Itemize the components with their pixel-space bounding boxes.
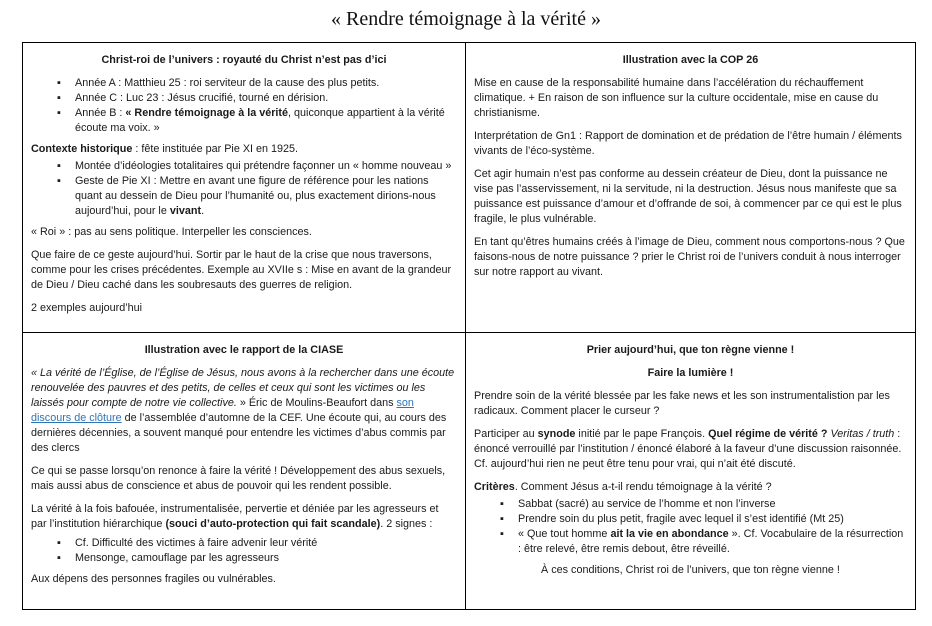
paragraph xyxy=(31,366,457,456)
paragraph: Aux dépens des personnes fragiles ou vulnérables. xyxy=(31,573,276,585)
list-item: ▪ Sabbat (sacré) au service de l’homme et non l’inverse xyxy=(518,497,907,512)
text: Participer au xyxy=(474,428,538,440)
text-bold: synode xyxy=(537,428,576,440)
paragraph: Prendre soin de la vérité blessée par les fake news et les son instrumentalistion par les radicaux. Comment placer le curseur ? xyxy=(474,390,890,417)
list-item xyxy=(75,174,457,219)
paragraph: Que faire de ce geste aujourd’hui. Sortir par le haut de la crise que nous traversons, comme pour les crises précédentes. Exemple au XVIIe s : Mise en avant de la grandeur de Dieu / Dieu caché dans les soubresauts des guerres de religion. xyxy=(31,249,452,291)
paragraph xyxy=(474,427,907,472)
text: ». Cf. Vocabulaire de la résurrection : être relevé, être remis debout, être réveillé. xyxy=(518,528,904,555)
list-item: ▪ Année C : Luc 23 : Jésus crucifié, tourné en dérision. xyxy=(75,91,457,106)
text-bold: vivant xyxy=(169,205,202,217)
cell-cop26 xyxy=(466,43,915,332)
paragraph: 2 exemples aujourd’hui xyxy=(31,302,143,314)
cell-ciase xyxy=(23,333,465,609)
list-item: ▪ Année A : Matthieu 25 : roi serviteur de la cause des plus petits. xyxy=(75,76,457,91)
page-title: « Rendre témoignage à la vérité » xyxy=(331,8,601,30)
list-item: ▪ Mensonge, camouflage par les agresseurs xyxy=(75,551,457,566)
cell-subheading: Faire la lumière ! xyxy=(647,367,734,379)
paragraph xyxy=(31,502,457,532)
paragraph: Interprétation de Gn1 : Rapport de domination et de prédation de l’être humain / éléments vivants de l’éco-système. xyxy=(474,130,902,157)
cell-prier xyxy=(466,333,915,609)
paragraph: En tant qu’êtres humains créés à l’image de Dieu, comment nous comportons-nous ? Que faisons-nous de notre puissance ? prier le Christ roi de l’univers conduit à nous interroger sur notre rapport au vivant. xyxy=(474,236,905,278)
text: . 2 signes : xyxy=(380,518,433,530)
text-bold: Critères xyxy=(474,481,515,493)
text: initié par le pape François. xyxy=(575,428,709,440)
paragraph: Cet agir humain n’est pas conforme au dessein créateur de Dieu, dont la puissance ne vise pas l’asservissement, ni la servitude, ni la destruction. Jésus nous manifeste que sa puissance est puissance d’amour et d’offrande de soi, à commencer par ce qui est le plus fragile, le plus vulnérable. xyxy=(474,168,902,225)
list-item: ▪ Cf. Difficulté des victimes à faire advenir leur vérité xyxy=(75,536,457,551)
discours-link[interactable]: son discours de clôture xyxy=(31,397,414,424)
text: , quiconque appartient à la vérité écoute ma voix. » xyxy=(75,107,445,134)
text: de l’assemblée d’automne de la CEF. Une écoute qui, au cours des dernières décennies, a souvent manqué pour entendre les victimes d’abus commis par des clercs xyxy=(31,412,447,454)
years-list xyxy=(31,76,457,136)
cell-heading: Illustration avec la COP 26 xyxy=(622,54,759,66)
content-table xyxy=(22,42,916,610)
text-bold: « Rendre témoignage à la vérité xyxy=(125,107,289,119)
list-item: ▪ Prendre soin du plus petit, fragile avec lequel il s’est identifié (Mt 25) xyxy=(518,512,907,527)
closing-line: À ces conditions, Christ roi de l’univers, que ton règne vienne ! xyxy=(541,564,840,576)
text: . xyxy=(201,205,205,217)
list-item xyxy=(75,106,457,136)
text: « Que tout homme xyxy=(518,528,611,540)
paragraph xyxy=(31,142,457,157)
text-bold: Quel régime de vérité ? xyxy=(708,428,828,440)
paragraph: « Roi » : pas au sens politique. Interpeller les consciences. xyxy=(31,226,312,238)
text: Geste de Pie XI : Mettre en avant une figure de référence pour les nations quant au dessein de Dieu pour l’humanité ou, plus exactement dirions-nous aujourd’hui, pour le xyxy=(75,175,436,217)
list-item xyxy=(518,527,907,557)
text-bold: (souci d’auto-protection qui fait scandale) xyxy=(165,518,381,530)
signs-list xyxy=(31,536,457,566)
paragraph xyxy=(474,480,907,495)
list-item: ▪ Montée d’idéologies totalitaires qui prétendre façonner un « homme nouveau » xyxy=(75,159,457,174)
text: : énoncé verrouillé par l’institution / énoncé élaboré à la faveur d’une discussion raisonnée. Cf. aujourd’hui rien ne peut être tenu pour vrai, qui n’ait été discuté. xyxy=(474,428,902,470)
paragraph: Ce qui se passe lorsqu’on renonce à faire la vérité ! Développement des abus sexuels, mais aussi abus de conscience et abus de pouvoir qui les rendent possible. xyxy=(31,465,446,492)
cell-heading: Illustration avec le rapport de la CIASE xyxy=(144,344,344,356)
text: Année B : xyxy=(75,107,126,119)
text: » Éric de Moulins-Beaufort dans xyxy=(236,397,397,409)
text: La vérité à la fois bafouée, instrumentalisée, pervertie et déniée par les agresseurs et par l’institution hiérarchique xyxy=(31,503,439,530)
paragraph: Mise en cause de la responsabilité humaine dans l’accélération du réchauffement climatique. + En raison de son influence sur la culture occidentale, mise en cause du christianisme. xyxy=(474,77,879,119)
cell-heading: Christ-roi de l’univers : royauté du Christ n’est pas d’ici xyxy=(101,54,387,66)
text: : fête instituée par Pie XI en 1925. xyxy=(132,143,299,155)
cell-christ-roi xyxy=(23,43,465,332)
cell-heading: Prier aujourd’hui, que ton règne vienne ! xyxy=(586,344,795,356)
text: . Comment Jésus a-t-il rendu témoignage à la vérité ? xyxy=(514,481,772,493)
text-bold: Contexte historique xyxy=(31,143,133,155)
text-bold: ait la vie en abondance xyxy=(610,528,729,540)
context-list xyxy=(31,159,457,219)
criteria-list xyxy=(474,497,907,557)
quote-text: « La vérité de l’Église, de l’Église de Jésus, nous avons à la rechercher dans une écoute renouvelée des pauvres et des petits, de celles et ceux qui sont les victimes ou les laissés pour compte de notre vie collective. xyxy=(31,367,455,409)
text-italic: Veritas / truth xyxy=(827,428,895,440)
